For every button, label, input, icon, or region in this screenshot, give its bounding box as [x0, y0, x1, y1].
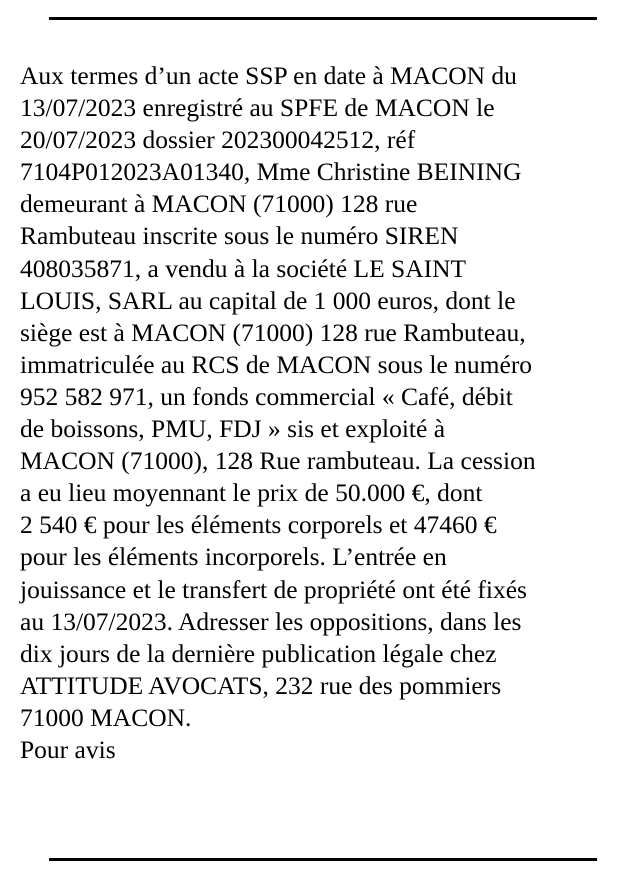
notice-line: de boissons, PMU, FDJ » sis et exploité à	[20, 414, 446, 444]
notice-line: 408035871, a vendu à la société LE SAINT	[20, 253, 467, 283]
notice-line: 952 582 971, un fonds commercial « Café, débit	[20, 381, 513, 411]
notice-line: LOUIS, SARL au capital de 1 000 euros, dont le	[20, 285, 516, 315]
notice-line: Rambuteau inscrite sous le numéro SIREN	[20, 221, 459, 251]
notice-line: 7104P012023A01340, Mme Christine BEINING	[20, 157, 522, 187]
notice-line: 20/07/2023 dossier 202300042512, réf	[20, 125, 416, 155]
notice-line: siège est à MACON (71000) 128 rue Rambuteau,	[20, 317, 526, 347]
top-divider	[49, 17, 597, 20]
notice-line: pour les éléments incorporels. L’entrée en	[20, 542, 447, 572]
notice-line: Aux termes d’un acte SSP en date à MACON du	[20, 61, 517, 90]
notice-line: dix jours de la dernière publication légale chez	[20, 638, 497, 668]
notice-line: 71000 MACON.	[20, 702, 192, 732]
legal-notice-text	[20, 60, 635, 766]
notice-line: a eu lieu moyennant le prix de 50.000 €, dont	[20, 478, 483, 508]
notice-line: 2 540 € pour les éléments corporels et 47460 €	[20, 510, 497, 540]
notice-line: immatriculée au RCS de MACON sous le numéro	[20, 349, 533, 379]
notice-line: au 13/07/2023. Adresser les oppositions, dans les	[20, 606, 522, 636]
closing-line: Pour avis	[20, 734, 116, 764]
notice-line: jouissance et le transfert de propriété ont été fixés	[20, 574, 527, 604]
notice-line: ATTITUDE AVOCATS, 232 rue des pommiers	[20, 670, 502, 700]
bottom-divider	[49, 858, 597, 861]
notice-line: demeurant à MACON (71000) 128 rue	[20, 189, 418, 219]
notice-line: 13/07/2023 enregistré au SPFE de MACON le	[20, 93, 495, 123]
notice-line: MACON (71000), 128 Rue rambuteau. La cession	[20, 446, 536, 476]
